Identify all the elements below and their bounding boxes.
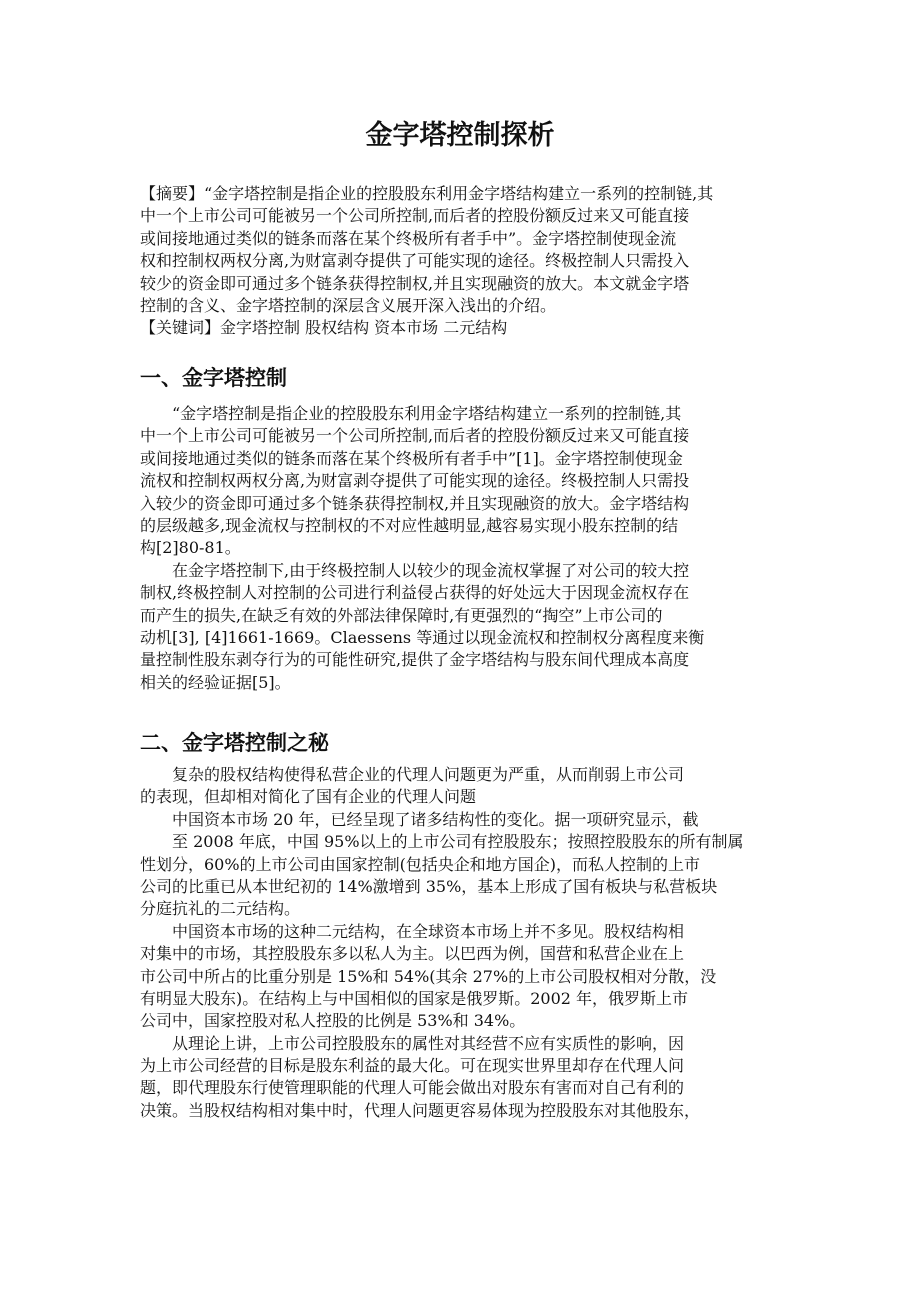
paragraph [140,403,790,560]
paragraph-line: 在金字塔控制下,由于终极控制人以较少的现金流权掌握了对公司的较大控 [172,560,690,580]
section-body [140,764,790,1122]
paragraph-line: 决策。当股权结构相对集中时，代理人问题更容易体现为控股股东对其他股东， [140,1100,701,1120]
paragraph-line: 或间接地通过类似的链条而落在某个终极所有者手中”[1]。金字塔控制使现金 [140,448,683,468]
section-heading: 一、金字塔控制 [140,366,287,390]
paragraph-line: 入较少的资金即可通过多个链条获得控制权,并且实现融资的放大。金字塔结构 [140,493,690,513]
paragraph-line: 中国资本市场的这种二元结构，在全球资本市场上并不多见。股权结构相 [172,921,685,941]
abstract-line: 或间接地通过类似的链条而落在某个终极所有者手中”。金字塔控制使现金流 [140,228,677,248]
abstract-line: 控制的含义、金字塔控制的深层含义展开深入浅出的介绍。 [140,295,557,315]
paragraph-line: 制权,终极控制人对控制的公司进行利益侵占获得的好处远大于因现金流权存在 [140,583,690,603]
paragraph-line: 分庭抗礼的二元结构。 [140,899,301,919]
paragraph-line: “金字塔控制是指企业的控股股东利用金字塔结构建立一系列的控制链,其 [172,404,682,423]
document-title: 金字塔控制探析 [365,120,555,151]
paragraph [140,809,790,921]
abstract-line: 中一个上市公司可能被另一个公司所控制,而后者的控股份额反过来又可能直接 [140,206,690,226]
paragraph [140,764,790,809]
section-body [140,403,790,694]
keywords-line: 【关键词】金字塔控制 股权结构 资本市场 二元结构 [140,318,508,338]
abstract-line: 较少的资金即可通过多个链条获得控制权,并且实现融资的放大。本文就金字塔 [140,273,690,293]
abstract-line: 权和控制权两权分离,为财富剥夺提供了可能实现的途径。终极控制人只需投入 [140,251,690,271]
paragraph-line: 中国资本市场 20 年，已经呈现了诸多结构性的变化。据一项研究显示，截 [172,809,699,829]
paragraph-line: 为上市公司经营的目标是股东利益的最大化。可在现实世界里却存在代理人问 [140,1056,685,1076]
abstract [140,183,790,340]
paragraph-line: 相关的经验证据[5]。 [140,672,291,692]
paragraph-line: 公司中，国家控股对私人控股的比例是 53%和 34%。 [140,1011,526,1031]
paragraph-line: 至 2008 年底，中国 95%以上的上市公司有控股股东；按照控股股东的所有制属 [172,832,744,852]
paragraph [140,560,790,694]
paragraph-line: 而产生的损失,在缺乏有效的外部法律保障时,有更强烈的“掏空”上市公司的 [140,605,663,625]
paragraph-line: 复杂的股权结构使得私营企业的代理人问题更为严重，从而削弱上市公司 [172,765,685,784]
paragraph-line: 的表现，但却相对简化了国有企业的代理人问题 [140,787,477,807]
paragraph-line: 量控制性股东剥夺行为的可能性研究,提供了金字塔结构与股东间代理成本高度 [140,650,690,670]
paragraph-line: 动机[3], [4]1661-1669。Claessens 等通过以现金流权和控制权分离程度来衡 [140,627,705,647]
abstract-line: 【摘要】“金字塔控制是指企业的控股股东利用金字塔结构建立一系列的控制链,其 [140,184,714,203]
paragraph [140,921,790,1033]
paragraph-line: 市公司中所占的比重分别是 15%和 54%(其余 27%的上市公司股权相对分散，没 [140,966,717,986]
paragraph-line: 从理论上讲，上市公司控股股东的属性对其经营不应有实质性的影响，因 [172,1033,685,1053]
paragraph-line: 公司的比重已从本世纪初的 14%激增到 35%，基本上形成了国有板块与私营板块 [140,876,718,896]
paragraph-line: 中一个上市公司可能被另一个公司所控制,而后者的控股份额反过来又可能直接 [140,426,690,446]
paragraph-line: 流权和控制权两权分离,为财富剥夺提供了可能实现的途径。终极控制人只需投 [140,471,690,491]
paragraph-line: 的层级越多,现金流权与控制权的不对应性越明显,越容易实现小股东控制的结 [140,515,679,535]
paragraph-line: 题，即代理股东行使管理职能的代理人可能会做出对股东有害而对自己有利的 [140,1078,685,1098]
paragraph [140,1033,790,1123]
section-heading: 二、金字塔控制之秘 [140,731,329,755]
paragraph-line: 对集中的市场，其控股股东多以私人为主。以巴西为例，国营和私营企业在上 [140,944,685,964]
paragraph-line: 性划分，60%的上市公司由国家控制(包括央企和地方国企)，而私人控制的上市 [140,854,701,874]
paragraph-line: 构[2]80-81。 [140,538,241,558]
paragraph-line: 有明显大股东)。在结构上与中国相似的国家是俄罗斯。2002 年，俄罗斯上市 [140,988,689,1008]
